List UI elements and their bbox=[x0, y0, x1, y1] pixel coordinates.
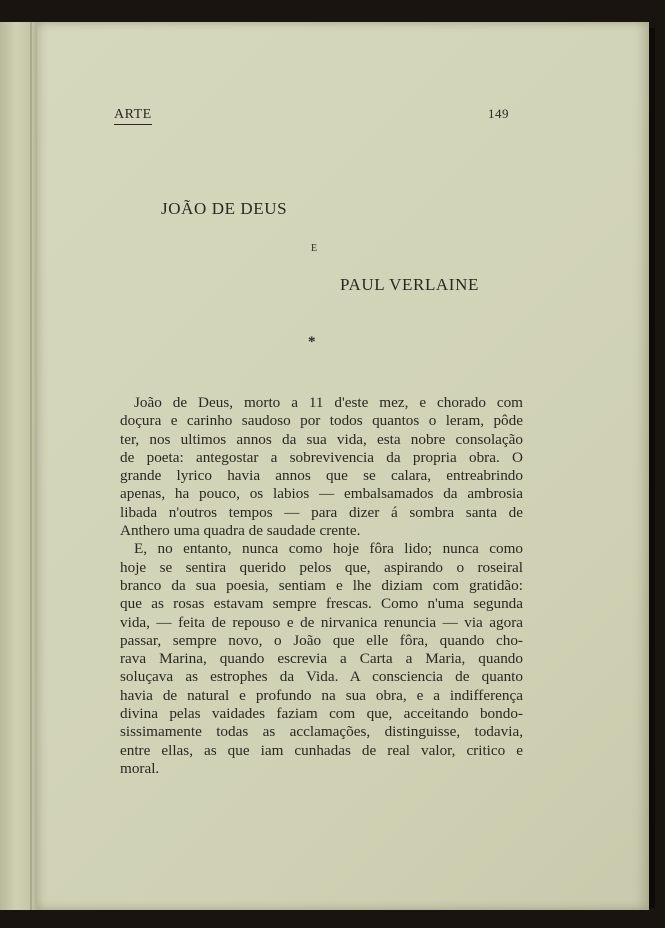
body-line: entre ellas, as que iam cunhadas de real valor, critico e bbox=[120, 741, 523, 759]
body-line: rava Marina, quando escrevia a Carta a Maria, quando bbox=[120, 650, 523, 668]
body-line: sissimamente todas as acclamações, distinguisse, todavia, bbox=[120, 723, 523, 741]
binding-gutter bbox=[30, 22, 32, 910]
body-line: passar, sempre novo, o João que elle fôra, quando cho- bbox=[120, 631, 523, 649]
article-body bbox=[120, 394, 523, 778]
body-line: havia de natural e profundo na sua obra, e a indifferença bbox=[120, 686, 523, 704]
previous-page-edge bbox=[0, 22, 41, 910]
body-line: de poeta: antegostar a sobrevivencia da propria obra. O bbox=[120, 448, 523, 466]
body-line: que as rosas estavam sempre frescas. Como n'uma segunda bbox=[120, 595, 523, 613]
body-line: E, no entanto, nunca como hoje fôra lido; nunca como bbox=[134, 540, 523, 558]
title-paul-verlaine: PAUL VERLAINE bbox=[340, 275, 479, 294]
body-line: branco da sua poesia, sentiam e lhe diziam com gratidão: bbox=[120, 576, 523, 594]
body-line: ter, nos ultimos annos da sua vida, esta nobre consolação bbox=[120, 430, 523, 448]
running-head: ARTE bbox=[114, 107, 152, 125]
body-line: apenas, ha pouco, os labios — embalsamados da ambrosia bbox=[120, 485, 523, 503]
title-joao-de-deus: JOÃO DE DEUS bbox=[161, 199, 288, 218]
body-line: doçura e carinho saudoso por todos quantos o leram, pôde bbox=[120, 412, 523, 430]
body-line: libada n'outros tempos — para dizer á sombra santa de bbox=[120, 503, 523, 521]
body-line: Anthero uma quadra de saudade crente. bbox=[120, 522, 361, 540]
body-line: vida, — feita de repouso e de nirvanica renuncia — via agora bbox=[120, 613, 523, 631]
section-ornament: * bbox=[308, 334, 316, 350]
body-line: moral. bbox=[120, 759, 160, 777]
body-line: divina pelas vaidades faziam com que, acceitando bondo- bbox=[120, 705, 523, 723]
body-line: João de Deus, morto a 11 d'este mez, e chorado com bbox=[134, 394, 523, 411]
page-shadow-edge bbox=[649, 28, 655, 908]
body-line: soluçava as estrophes da Vida. A consciencia de quanto bbox=[120, 668, 523, 686]
title-conjunction: E bbox=[311, 243, 318, 254]
page-number: 149 bbox=[488, 106, 509, 121]
body-line: grande lyrico havia annos que se calara, entreabrindo bbox=[120, 467, 523, 485]
body-line: hoje se sentira querido pelos que, aspirando o roseiral bbox=[120, 558, 523, 576]
